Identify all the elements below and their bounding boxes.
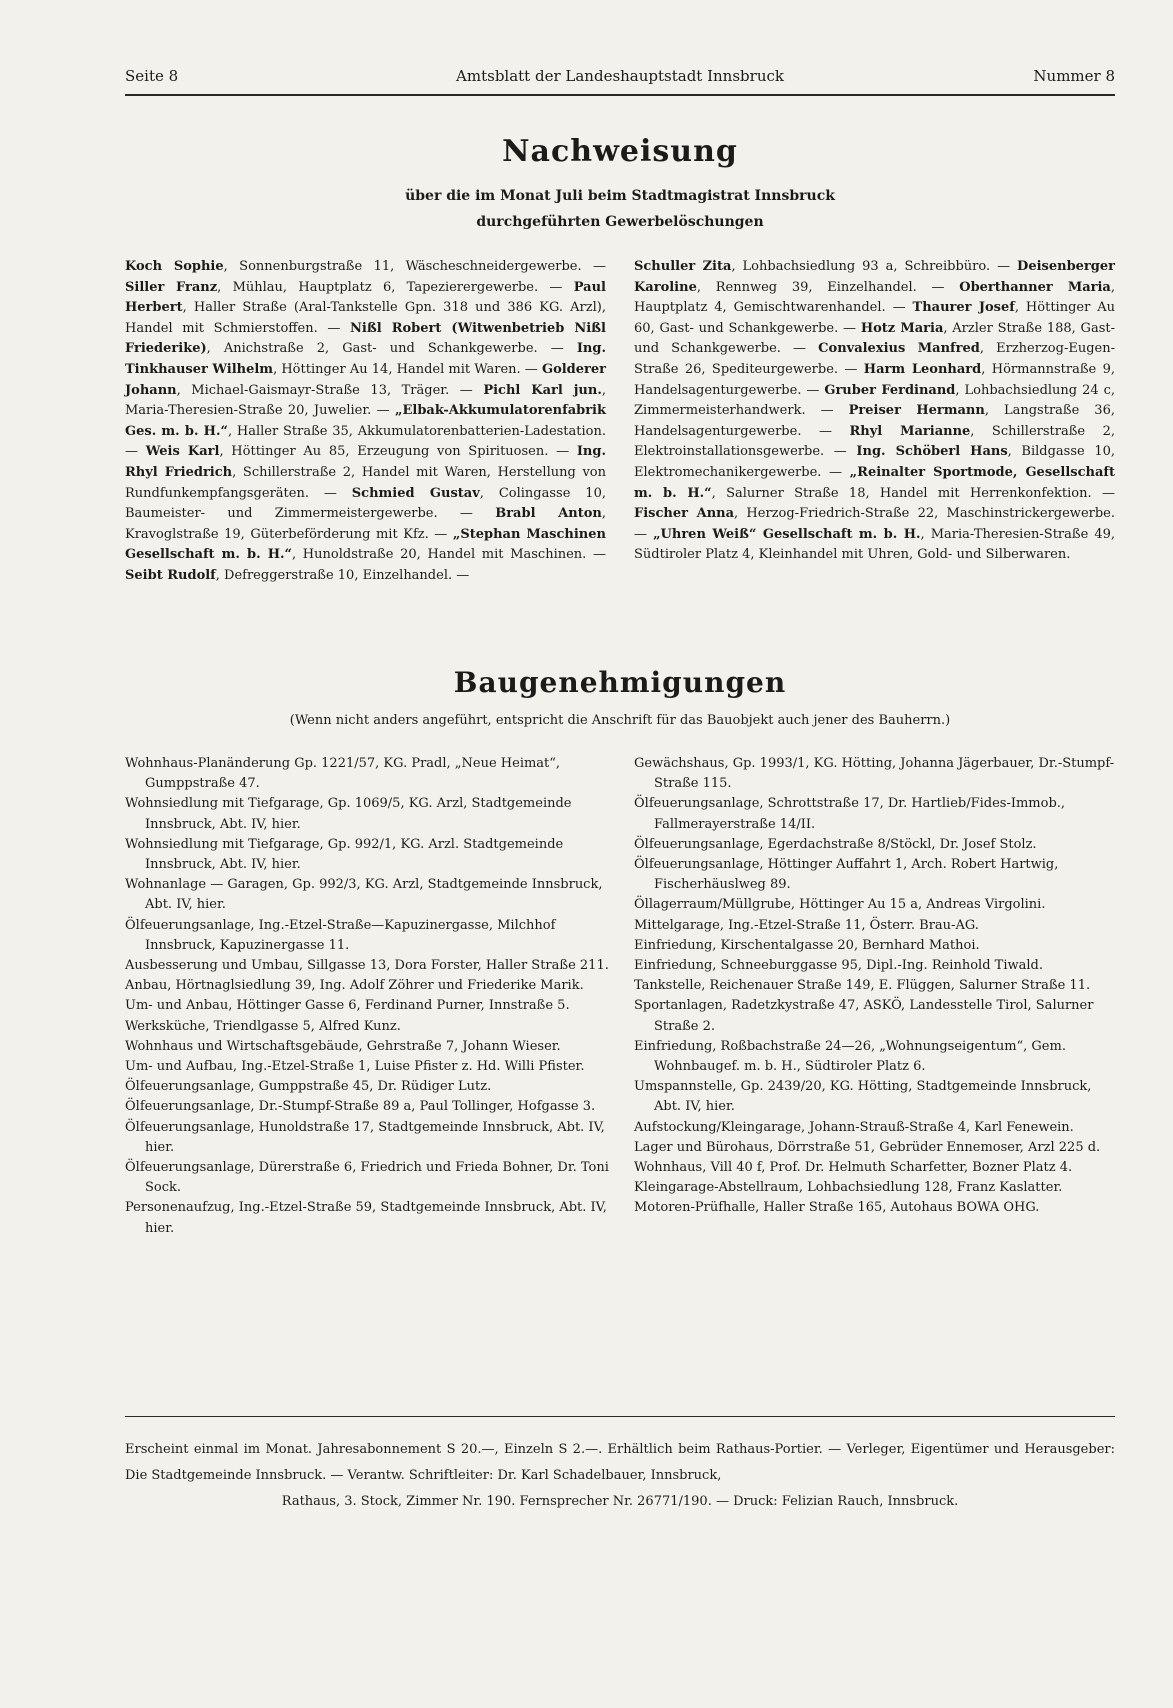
section-subtitle-line2: durchgeführten Gewerbelöschungen	[476, 214, 764, 230]
business-details: , Bildgasse 10, Elektromechanikergewerbe. —	[634, 444, 1115, 480]
business-details: , Mühlau, Hauptplatz 6, Tapezierergewerbe. —	[217, 279, 574, 295]
permit-entry: Sportanlagen, Radetzkystraße 47, ASKÖ, Landesstelle Tirol, Salurner Straße 2.	[634, 998, 1094, 1034]
business-name: „Stephan Maschinen Gesellschaft m. b. H.“	[125, 526, 606, 563]
footer-rule	[125, 1416, 1115, 1417]
business-details: , Langstraße 36, Handelsagenturgewerbe. —	[634, 403, 1115, 439]
business-details: , Hörmannstraße 9, Handelsagenturgewerbe. —	[634, 361, 1115, 398]
permit-entry: Wohnhaus, Vill 40 f, Prof. Dr. Helmuth Scharfetter, Bozner Platz 4.	[634, 1160, 1073, 1176]
business-name: Seibt Rudolf	[125, 567, 216, 583]
permit-entry: Werksküche, Triendlgasse 5, Alfred Kunz.	[125, 1018, 401, 1034]
permit-entry: Ölfeuerungsanlage, Höttinger Auffahrt 1, Arch. Robert Hartwig, Fischerhäuslweg 89.	[634, 857, 1059, 893]
business-name: Ing. Rhyl Friedrich	[125, 444, 606, 480]
business-name: „Elbak-Akkumulatorenfabrik Ges. m. b. H.“	[125, 403, 606, 439]
issue-number: Nummer 8	[1033, 67, 1115, 85]
deletions-right-column	[634, 257, 1115, 566]
business-name: Pichl Karl jun.	[483, 382, 602, 398]
business-name: Siller Franz	[125, 279, 218, 295]
business-name: Preiser Hermann	[848, 403, 985, 419]
business-name: Fischer Anna	[634, 506, 735, 522]
business-details: , Höttinger Au 85, Erzeugung von Spirituosen. —	[219, 444, 577, 460]
permit-entry: Um- und Aufbau, Ing.-Etzel-Straße 1, Luise Pfister z. Hd. Willi Pfister.	[125, 1059, 585, 1075]
business-details: , Lohbachsiedlung 24 c, Zimmermeisterhandwerk. —	[634, 382, 1115, 419]
business-name: Schuller Zita	[634, 259, 732, 274]
permit-entry: Einfriedung, Schneeburggasse 95, Dipl.-Ing. Reinhold Tiwald.	[634, 958, 1043, 974]
business-name: „Reinalter Sportmode, Gesellschaft m. b. H.“	[634, 464, 1115, 501]
section-title-baugenehmigungen: Baugenehmigungen	[453, 666, 787, 699]
permit-entry: Wohnanlage — Garagen, Gp. 992/3, KG. Arzl, Stadtgemeinde Innsbruck, Abt. IV, hier.	[125, 877, 603, 913]
deletions-left-column	[125, 257, 606, 587]
permit-entry: Ölfeuerungsanlage, Hunoldstraße 17, Stadtgemeinde Innsbruck, Abt. IV, hier.	[125, 1119, 605, 1155]
business-details: , Schillerstraße 2, Handel mit Waren, Herstellung von Rundfunkempfangsgeräten. —	[125, 464, 607, 501]
permits-right-column	[634, 754, 1115, 1219]
permit-entry: Wohnhaus-Planänderung Gp. 1221/57, KG. Pradl, „Neue Heimat“, Gumppstraße 47.	[125, 756, 561, 792]
business-details: , Colingasse 10, Baumeister- und Zimmermeistergewerbe. —	[125, 485, 606, 522]
business-details: , Kravoglstraße 19, Güterbeförderung mit Kfz. —	[125, 506, 606, 542]
business-details: , Maria-Theresien-Straße 20, Juwelier. —	[125, 382, 606, 419]
permit-entry: Mittelgarage, Ing.-Etzel-Straße 11, Österr. Brau-AG.	[634, 917, 979, 933]
permit-entry: Umspannstelle, Gp. 2439/20, KG. Hötting, Stadtgemeinde Innsbruck, Abt. IV, hier.	[634, 1079, 1092, 1115]
business-name: Paul Herbert	[125, 279, 606, 316]
business-name: Brabl Anton	[495, 506, 602, 522]
business-name: Weis Karl	[145, 444, 220, 460]
permit-entry: Gewächshaus, Gp. 1993/1, KG. Hötting, Johanna Jägerbauer, Dr.-Stumpf-Straße 115.	[634, 756, 1115, 792]
business-name: Gruber Ferdinand	[824, 382, 956, 398]
imprint	[125, 1437, 1115, 1515]
permit-entry: Personenaufzug, Ing.-Etzel-Straße 59, Stadtgemeinde Innsbruck, Abt. IV, hier.	[125, 1200, 607, 1236]
permit-entry: Motoren-Prüfhalle, Haller Straße 165, Autohaus BOWA OHG.	[634, 1200, 1040, 1216]
permit-entry: Ölfeuerungsanlage, Gumppstraße 45, Dr. Rüdiger Lutz.	[125, 1079, 492, 1095]
permit-entry: Lager und Bürohaus, Dörrstraße 51, Gebrüder Ennemoser, Arzl 225 d.	[634, 1139, 1101, 1155]
page-number: Seite 8	[125, 67, 179, 85]
business-details: , Salurner Straße 18, Handel mit Herrenkonfektion. —	[711, 485, 1115, 501]
business-name: Oberthanner Maria	[959, 279, 1111, 295]
permit-entry: Anbau, Hörtnaglsiedlung 39, Ing. Adolf Zöhrer und Friederike Marik.	[125, 978, 584, 994]
permit-entry: Wohnsiedlung mit Tiefgarage, Gp. 992/1, KG. Arzl. Stadtgemeinde Innsbruck, Abt. IV, hier.	[125, 836, 564, 873]
section-subtitle-line1: über die im Monat Juli beim Stadtmagistrat Innsbruck	[405, 188, 835, 204]
permit-entry: Kleingarage-Abstellraum, Lohbachsiedlung 128, Franz Kaslatter.	[634, 1180, 1063, 1196]
business-name: Nißl Robert (Witwenbetrieb Nißl Friederike)	[125, 320, 606, 357]
permit-entry: Ausbesserung und Umbau, Sillgasse 13, Dora Forster, Haller Straße 211.	[125, 958, 609, 974]
permit-entry: Einfriedung, Kirschentalgasse 20, Bernhard Mathoi.	[634, 937, 980, 953]
permit-entry: Aufstockung/Kleingarage, Johann-Strauß-Straße 4, Karl Fenewein.	[634, 1119, 1074, 1135]
business-name: Convalexius Manfred	[818, 341, 980, 357]
business-name: Harm Leonhard	[863, 361, 982, 377]
business-details: , Defreggerstraße 10, Einzelhandel. —	[215, 567, 470, 583]
imprint-line2: Rathaus, 3. Stock, Zimmer Nr. 190. Fernsprecher Nr. 26771/190. — Druck: Felizian Rauch, Innsbruck.	[281, 1494, 959, 1509]
business-details: , Höttinger Au 14, Handel mit Waren. —	[273, 361, 542, 377]
imprint-line1: Erscheint einmal im Monat. Jahresabonnement S 20.—, Einzeln S 2.—. Erhältlich beim Rathaus-Portier. — Verleger, Eigentümer und Herausgeber: Die Stadtgemeinde Innsbruck. — Verantw. Schriftleiter: Dr. Karl Schadelbauer, Innsbruck,	[125, 1442, 1115, 1483]
business-details: , Herzog-Friedrich-Straße 22, Maschinstrickergewerbe. —	[634, 506, 1115, 542]
business-details: , Sonnenburgstraße 11, Wäscheschneidergewerbe. —	[223, 259, 607, 274]
permit-entry: Wohnsiedlung mit Tiefgarage, Gp. 1069/5, KG. Arzl, Stadtgemeinde Innsbruck, Abt. IV, hier.	[125, 796, 572, 832]
business-name: Deisenberger Karoline	[634, 259, 1115, 295]
permit-entry: Wohnhaus und Wirtschaftsgebäude, Gehrstraße 7, Johann Wieser.	[125, 1038, 561, 1054]
permit-entry: Ölfeuerungsanlage, Ing.-Etzel-Straße—Kapuzinergasse, Milchhof Innsbruck, Kapuzinergasse 11.	[125, 917, 556, 953]
permit-entry: Ölfeuerungsanlage, Schrottstraße 17, Dr. Hartlieb/Fides-Immob., Fallmerayerstraße 14/II.	[634, 796, 1066, 832]
business-details: , Rennweg 39, Einzelhandel. —	[696, 279, 960, 295]
permit-entry: Um- und Anbau, Höttinger Gasse 6, Ferdinand Purner, Innstraße 5.	[125, 998, 570, 1014]
publication-title: Amtsblatt der Landeshauptstadt Innsbruck	[456, 67, 784, 85]
business-details: , Haller Straße (Aral-Tankstelle Gpn. 318 und 386 KG. Arzl), Handel mit Schmierstoffen. —	[125, 300, 606, 336]
business-details: , Lohbachsiedlung 93 a, Schreibbüro. —	[731, 259, 1018, 274]
business-details: , Schillerstraße 2, Elektroinstallationsgewerbe. —	[634, 423, 1115, 460]
permit-entry: Tankstelle, Reichenauer Straße 149, E. Flüggen, Salurner Straße 11.	[634, 978, 1091, 994]
permits-note: (Wenn nicht anders angeführt, entspricht die Anschrift für das Bauobjekt auch jener des Bauherrn.)	[289, 713, 951, 728]
business-details: , Maria-Theresien-Straße 49, Südtiroler Platz 4, Kleinhandel mit Uhren, Gold- und Silberwaren.	[634, 526, 1115, 563]
business-name: Koch Sophie	[125, 259, 224, 274]
business-details: , Hauptplatz 4, Gemischtwarenhandel. —	[634, 279, 1115, 316]
permit-entry: Ölfeuerungsanlage, Dürerstraße 6, Friedrich und Frieda Bohner, Dr. Toni Sock.	[125, 1160, 609, 1196]
business-details: , Hunoldstraße 20, Handel mit Maschinen. —	[291, 547, 607, 563]
business-details: , Arzler Straße 188, Gast- und Schankgewerbe. —	[634, 320, 1115, 357]
permit-entry: Ölfeuerungsanlage, Dr.-Stumpf-Straße 89 a, Paul Tollinger, Hofgasse 3.	[125, 1099, 596, 1115]
permit-entry: Einfriedung, Roßbachstraße 24—26, „Wohnungseigentum“, Gem. Wohnbaugef. m. b. H., Südtiroler Platz 6.	[634, 1038, 1066, 1075]
section-title-nachweisung: Nachweisung	[502, 134, 738, 169]
header-rule	[125, 94, 1115, 96]
business-name: Ing. Tinkhauser Wilhelm	[125, 341, 606, 377]
business-name: Thaurer Josef	[912, 300, 1015, 316]
business-name: Ing. Schöberl Hans	[856, 444, 1008, 460]
permit-entry: Öllagerraum/Müllgrube, Höttinger Au 15 a, Andreas Virgolini.	[634, 897, 1046, 913]
business-details: , Anichstraße 2, Gast- und Schankgewerbe. —	[206, 341, 577, 357]
business-name: Schmied Gustav	[351, 485, 480, 501]
business-name: „Uhren Weiß“ Gesellschaft m. b. H.	[653, 526, 921, 542]
permits-left-column	[125, 754, 611, 1239]
business-details: , Höttinger Au 60, Gast- und Schankgewerbe. —	[634, 300, 1116, 336]
business-name: Hotz Maria	[860, 320, 944, 336]
business-name: Golderer Johann	[125, 361, 607, 398]
business-details: , Erzherzog-Eugen-Straße 26, Spediteurgewerbe. —	[634, 341, 1115, 377]
permit-entry: Ölfeuerungsanlage, Egerdachstraße 8/Stöckl, Dr. Josef Stolz.	[634, 836, 1037, 852]
business-details: , Haller Straße 35, Akkumulatorenbatterien-Ladestation. —	[125, 423, 606, 460]
business-details: , Michael-Gaismayr-Straße 13, Träger. —	[176, 382, 484, 398]
business-name: Rhyl Marianne	[849, 423, 971, 439]
